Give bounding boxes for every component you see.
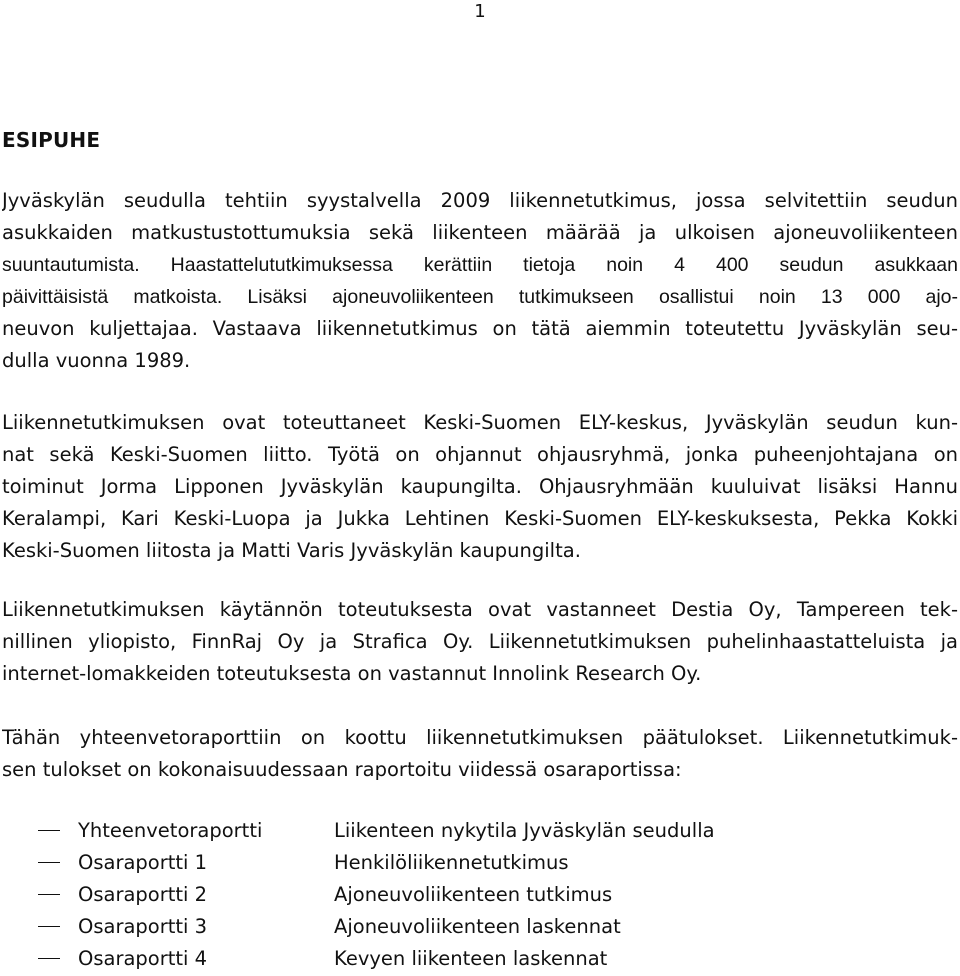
paragraph-line: neuvon kuljettajaa. Vastaava liikennetutkimus on tätä aiemmin toteutettu Jyväskylän seu-: [2, 317, 958, 340]
paragraph-line: nat sekä Keski-Suomen liitto. Työtä on ohjannut ohjausryhmä, jonka puheenjohtajana on: [2, 443, 958, 466]
report-list: [0, 815, 960, 975]
dash-bullet-icon: [38, 958, 60, 959]
paragraph-line: toiminut Jorma Lipponen Jyväskylän kaupungilta. Ohjausryhmään kuuluivat lisäksi Hannu: [2, 475, 958, 498]
report-name: Osaraportti 4: [78, 947, 208, 970]
dash-bullet-icon: [38, 862, 60, 863]
list-item: [0, 879, 960, 911]
paragraph-line: dulla vuonna 1989.: [2, 349, 191, 372]
paragraph-line: päivittäisistä matkoista. Lisäksi ajoneuvoliikenteen tutkimukseen osallistui noin 13 000 ajo-: [2, 286, 958, 308]
paragraph-line: suuntautumista. Haastattelututkimuksessa kerättiin tietoja noin 4 400 seudun asukkaan: [2, 254, 958, 276]
paragraph-execution: [2, 594, 958, 690]
paragraph-line: Jyväskylän seudulla tehtiin syystalvella 2009 liikennetutkimus, jossa selvitettiin seudun: [2, 189, 958, 212]
paragraph-line: internet-lomakkeiden toteutuksesta on vastannut Innolink Research Oy.: [2, 662, 702, 685]
paragraph-line: sen tulokset on kokonaisuudessaan raportoitu viidessä osaraportissa:: [2, 758, 682, 781]
report-description: Ajoneuvoliikenteen tutkimus: [334, 883, 613, 906]
dash-bullet-icon: [38, 830, 60, 831]
report-name: Osaraportti 1: [78, 851, 208, 874]
report-description: Henkilöliikennetutkimus: [334, 851, 569, 874]
paragraph-line: Liikennetutkimuksen ovat toteuttaneet Keski-Suomen ELY-keskus, Jyväskylän seudun kun-: [2, 411, 958, 434]
report-name: Osaraportti 2: [78, 883, 208, 906]
report-description: Ajoneuvoliikenteen laskennat: [334, 915, 621, 938]
paragraph-line: Liikennetutkimuksen käytännön toteutuksesta ovat vastanneet Destia Oy, Tampereen tek-: [2, 598, 958, 621]
page-number: 1: [474, 1, 486, 22]
list-item: [0, 943, 960, 975]
section-heading: ESIPUHE: [2, 128, 101, 152]
paragraph-line: Tähän yhteenvetoraporttiin on koottu liikennetutkimuksen päätulokset. Liikennetutkimuk-: [2, 726, 958, 749]
paragraph-line: nillinen yliopisto, FinnRaj Oy ja Strafica Oy. Liikennetutkimuksen puhelinhaastatteluista ja: [2, 630, 958, 653]
report-description: Liikenteen nykytila Jyväskylän seudulla: [334, 819, 715, 842]
paragraph-line: Keski-Suomen liitosta ja Matti Varis Jyväskylän kaupungilta.: [2, 539, 581, 562]
list-item: [0, 847, 960, 879]
report-name: Yhteenvetoraportti: [78, 819, 263, 842]
list-item: [0, 911, 960, 943]
dash-bullet-icon: [38, 926, 60, 927]
list-item: [0, 815, 960, 847]
paragraph-line: Keralampi, Kari Keski-Luopa ja Jukka Lehtinen Keski-Suomen ELY-keskuksesta, Pekka Kokki: [2, 507, 958, 530]
paragraph-reports-intro: [2, 722, 958, 786]
paragraph-implementers: [2, 407, 958, 567]
dash-bullet-icon: [38, 894, 60, 895]
report-description: Kevyen liikenteen laskennat: [334, 947, 608, 970]
report-name: Osaraportti 3: [78, 915, 208, 938]
paragraph-intro: [2, 185, 958, 377]
paragraph-line: asukkaiden matkustustottumuksia sekä liikenteen määrää ja ulkoisen ajoneuvoliikenteen: [2, 221, 958, 244]
